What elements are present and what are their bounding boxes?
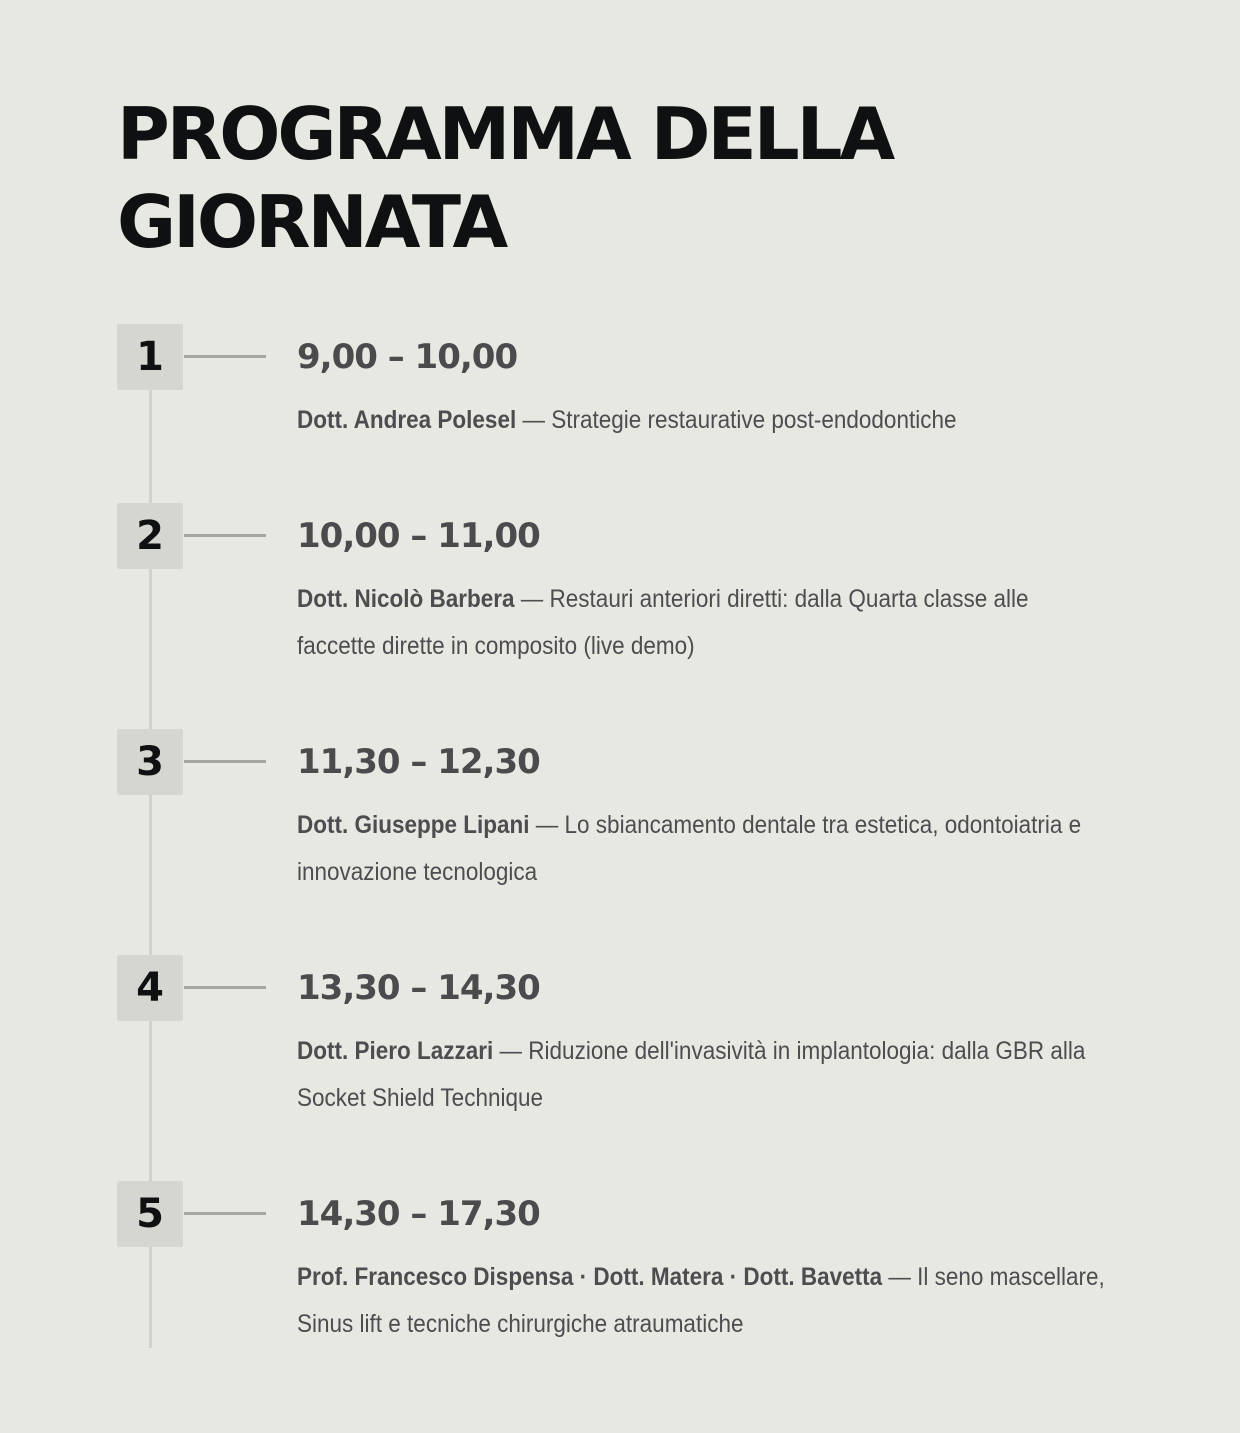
session-topic: Il seno mascellare, Sinus lift e tecniche chirurgiche atraumatiche — [297, 1263, 1105, 1338]
step-number: 4 — [117, 955, 183, 1021]
speaker-name: Dott. Nicolò Barbera — [297, 585, 515, 613]
session-topic: Strategie restaurative post-endodontiche — [551, 406, 957, 434]
connector-line — [184, 986, 266, 989]
session-description — [297, 1254, 1107, 1348]
connector-line — [184, 1212, 266, 1215]
step-number: 5 — [117, 1181, 183, 1247]
speaker-name: Dott. Giuseppe Lipani — [297, 811, 530, 839]
session-description — [297, 1028, 1107, 1122]
step-number: 3 — [117, 729, 183, 795]
time-slot: 9,00 – 10,00 — [297, 337, 518, 377]
connector-line — [184, 534, 266, 537]
session-topic: Restauri anteriori diretti: dalla Quarta classe alle faccette dirette in composito (live demo) — [297, 585, 1029, 660]
session-topic: Riduzione dell'invasività in implantologia: dalla GBR alla Socket Shield Technique — [297, 1037, 1086, 1112]
session-description — [297, 397, 1107, 444]
connector-line — [184, 760, 266, 763]
session-topic: Lo sbiancamento dentale tra estetica, odontoiatria e innovazione tecnologica — [297, 811, 1082, 886]
speaker-name: Prof. Francesco Dispensa · Dott. Matera · Dott. Bavetta — [297, 1263, 883, 1291]
separator: — — [529, 811, 565, 839]
session-description — [297, 802, 1107, 896]
step-number: 2 — [117, 503, 183, 569]
session-description — [297, 576, 1107, 670]
step-number: 1 — [117, 324, 183, 390]
separator: — — [493, 1037, 529, 1065]
time-slot: 11,30 – 12,30 — [297, 742, 540, 782]
separator: — — [516, 406, 552, 434]
page-title: PROGRAMMA DELLA GIORNATA — [117, 92, 893, 264]
time-slot: 14,30 – 17,30 — [297, 1194, 540, 1234]
time-slot: 13,30 – 14,30 — [297, 968, 540, 1008]
separator: — — [514, 585, 550, 613]
speaker-name: Dott. Andrea Polesel — [297, 406, 517, 434]
speaker-name: Dott. Piero Lazzari — [297, 1037, 494, 1065]
separator: — — [882, 1263, 918, 1291]
time-slot: 10,00 – 11,00 — [297, 516, 540, 556]
connector-line — [184, 355, 266, 358]
